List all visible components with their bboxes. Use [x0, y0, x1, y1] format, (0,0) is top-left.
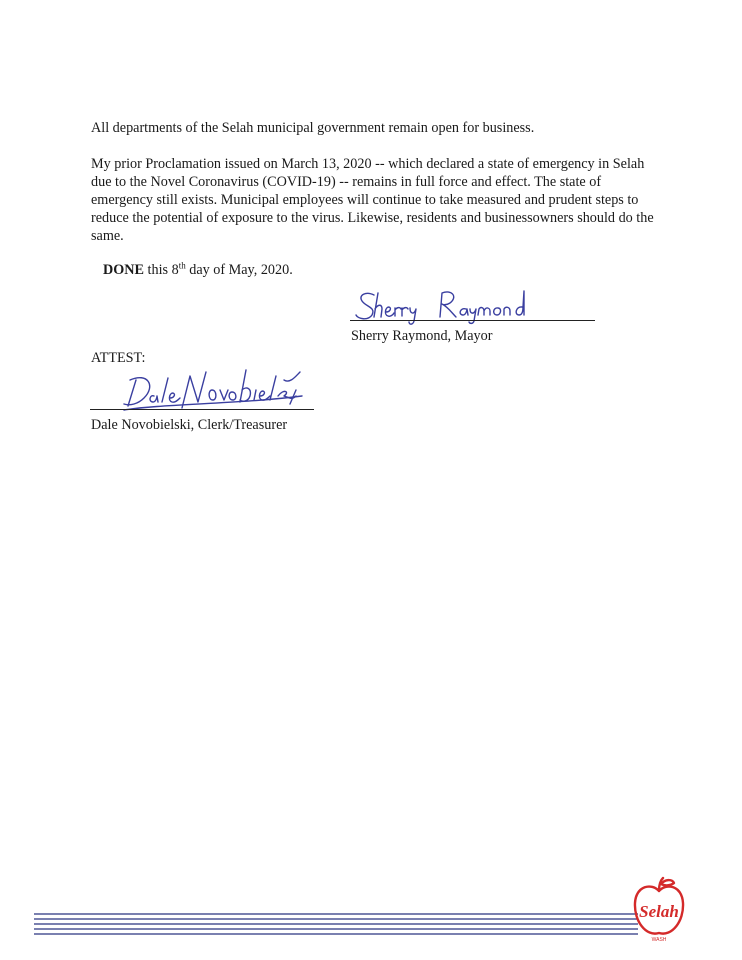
done-text-after: day of May, 2020.	[185, 262, 293, 278]
seal-text: Selah	[639, 902, 679, 921]
clerk-name-caption: Dale Novobielski, Clerk/Treasurer	[91, 417, 288, 433]
clerk-signature	[120, 366, 305, 414]
done-superscript: th	[178, 260, 186, 271]
selah-apple-logo	[630, 875, 688, 945]
done-label: DONE	[103, 262, 144, 278]
done-date-line	[103, 261, 293, 279]
mayor-signature	[352, 287, 552, 327]
mayor-signature-line	[350, 320, 595, 321]
done-text-before: this 8	[144, 262, 179, 278]
mayor-name-caption: Sherry Raymond, Mayor	[351, 328, 493, 344]
clerk-signature-line	[90, 409, 314, 410]
attest-label: ATTEST:	[91, 350, 146, 366]
seal-subtext: WASH	[651, 937, 667, 943]
paragraph-departments-open: All departments of the Selah municipal government remain open for business.	[91, 120, 535, 136]
paragraph-prior-proclamation: My prior Proclamation issued on March 13, 2020 -- which declared a state of emergency in Selah due to the Novel Coronavirus (COVID-19) -- remains in full force and effect. The state of emergency still exists. Municipal employees will continue to take measured and prudent steps to reduce the potential of exposure to the virus. Likewise, residents and businessowners should do the same.	[91, 156, 654, 244]
footer-rules	[34, 909, 638, 939]
